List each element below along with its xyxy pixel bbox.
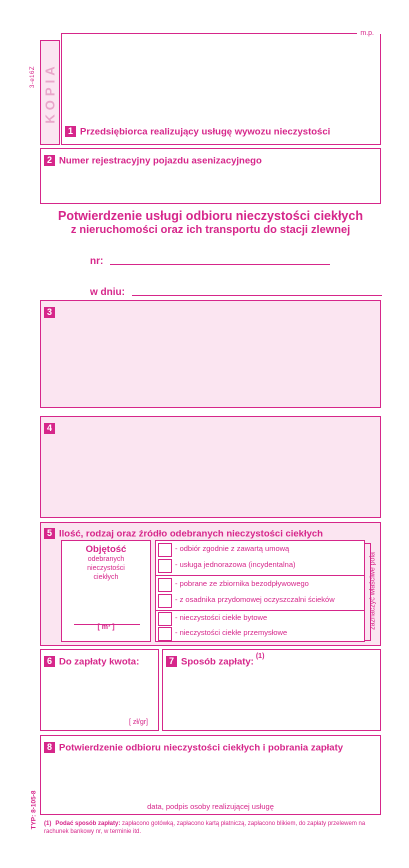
volume-desc-1: odebranych	[87, 556, 125, 563]
checkbox-domestic[interactable]	[158, 612, 172, 626]
section-1-top-rule	[61, 33, 357, 34]
checkbox-treatment-plant[interactable]	[158, 594, 172, 608]
stamp-label: m.p.	[360, 30, 374, 37]
section-6-label: Do zapłaty kwota:	[59, 656, 140, 668]
section-5-waste-details	[40, 522, 381, 646]
doc-code: 3-e16Z	[30, 65, 36, 88]
copy-label	[40, 40, 60, 145]
section-8-confirmation[interactable]	[40, 735, 381, 815]
section-1-header	[65, 123, 330, 141]
section-7-header	[166, 653, 264, 671]
document-heading	[40, 209, 381, 236]
checkbox-one-time[interactable]	[158, 559, 172, 573]
section-5-number: 5	[44, 528, 55, 539]
options-divider-2	[155, 610, 365, 611]
section-3-header	[44, 304, 59, 322]
volume-box[interactable]	[61, 540, 151, 642]
side-print-code: TYP: 8-105-8	[30, 790, 38, 830]
nr-label: nr:	[90, 256, 104, 267]
option-contract: - odbiór zgodnie z zawartą umową	[175, 544, 290, 553]
volume-title: Objętość	[85, 544, 127, 555]
option-one-time: - usługa jednorazowa (incydentalna)	[175, 560, 296, 569]
checkbox-contract[interactable]	[158, 543, 172, 557]
volume-desc-3: ciekłych	[93, 574, 119, 581]
section-7-number: 7	[166, 656, 177, 667]
footer-note	[44, 820, 384, 836]
section-8-number: 8	[44, 742, 55, 753]
checkbox-septic-tank[interactable]	[158, 578, 172, 592]
section-2-number: 2	[44, 155, 55, 166]
section-7-label: Sposób zapłaty:	[181, 656, 254, 668]
date-field[interactable]	[132, 295, 382, 296]
section-4-header	[44, 420, 59, 438]
options-divider-1	[155, 575, 365, 576]
section-2-vehicle-number[interactable]	[40, 148, 381, 204]
section-1-contractor[interactable]	[61, 30, 381, 145]
volume-unit: [ m³ ]	[97, 624, 115, 631]
section-8-header	[44, 739, 343, 757]
footer-text: zapłacono gotówką, zapłacono kartą płatniczą, zapłacono blikiem, do zapłaty przelewem na rachunek bankowy nr, w terminie itd.	[44, 821, 366, 835]
volume-input-line	[74, 624, 140, 625]
footer-ref: (1)	[44, 821, 52, 827]
section-1-label: Przedsiębiorca realizujący usługę wywozu nieczystości	[80, 126, 331, 138]
option-industrial: - nieczystości ciekłe przemysłowe	[175, 628, 288, 637]
section-3-number: 3	[44, 307, 55, 318]
mark-note: zaznaczyć właściwe pola	[369, 552, 377, 630]
section-6-amount[interactable]	[40, 649, 159, 731]
section-2-header	[44, 152, 262, 170]
section-7-payment-method[interactable]	[162, 649, 381, 731]
heading-line-1: Potwierdzenie usługi odbioru nieczystości ciekłych	[58, 209, 363, 223]
option-domestic: - nieczystości ciekłe bytowe	[175, 613, 268, 622]
signature-caption: data, podpis osoby realizującej usługę	[147, 802, 274, 811]
footer-bold: Podać sposób zapłaty:	[55, 821, 121, 827]
section-6-number: 6	[44, 656, 55, 667]
section-5-label: Ilość, rodzaj oraz źródło odebranych nieczystości ciekłych	[59, 528, 323, 540]
section-2-label: Numer rejestracyjny pojazdu asenizacyjnego	[59, 155, 262, 167]
amount-unit: [ zł/gr]	[128, 719, 148, 726]
options-panel	[155, 540, 365, 642]
section-3[interactable]	[40, 300, 381, 408]
nr-field[interactable]	[110, 264, 330, 265]
option-septic-tank: - pobrane ze zbiornika bezodpływowego	[175, 579, 309, 588]
section-1-number: 1	[65, 126, 76, 137]
option-treatment-plant: - z osadnika przydomowej oczyszczalni ścieków	[175, 595, 335, 604]
section-4[interactable]	[40, 416, 381, 518]
section-4-number: 4	[44, 423, 55, 434]
section-8-label: Potwierdzenie odbioru nieczystości ciekłych i pobrania zapłaty	[59, 742, 344, 754]
section-6-header	[44, 653, 139, 671]
section-7-footnote-ref: (1)	[255, 653, 265, 660]
copy-label-text: KOPIA	[42, 61, 58, 124]
checkbox-industrial[interactable]	[158, 627, 172, 641]
volume-desc-2: nieczystości	[87, 565, 125, 572]
heading-line-2: z nieruchomości oraz ich transportu do stacji zlewnej	[70, 224, 351, 236]
date-label: w dniu:	[90, 287, 125, 298]
